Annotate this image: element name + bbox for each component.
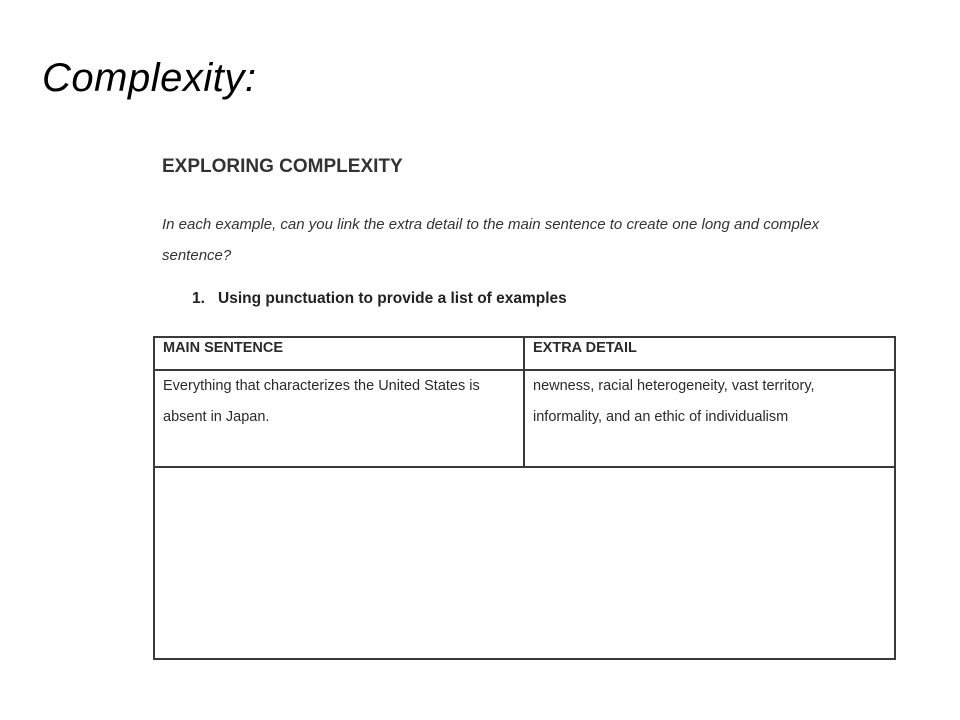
header-main-sentence: MAIN SENTENCE [154,337,524,370]
extra-detail-cell: newness, racial heterogeneity, vast territory, informality, and an ethic of individualism [524,370,895,467]
section-title: Using punctuation to provide a list of examples [218,290,567,307]
document-instruction: In each example, can you link the extra detail to the main sentence to create one long and complex sentence? [162,216,820,264]
section-number: 1. [192,290,205,307]
answer-row [154,467,895,659]
slide-title: Complexity: [42,56,257,100]
sentence-table [153,336,896,660]
header-extra-detail: EXTRA DETAIL [524,337,895,370]
main-sentence-cell: Everything that characterizes the United States is absent in Japan. [154,370,524,467]
table-row [154,370,895,467]
section-heading [192,290,567,308]
table-header-row [154,337,895,370]
answer-cell [154,467,895,659]
document-heading: EXPLORING COMPLEXITY [162,156,403,177]
